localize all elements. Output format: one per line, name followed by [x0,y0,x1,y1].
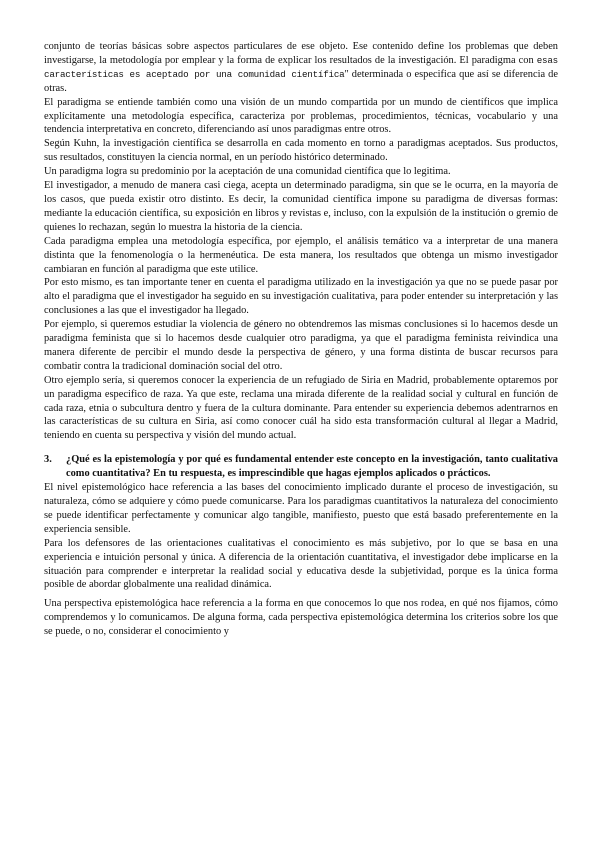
question-number: 3. [44,454,52,466]
paragraph: Por ejemplo, si queremos estudiar la violencia de género no obtendremos las mismas conclusiones si lo hacemos desde un paradigma feminista que si lo hacemos desde cualquier otro paradigma, ya que el paradigma feminista reivindica una manera diferente de percibir el mundo desde la perspectiva de género, y una forma distinta de buscar recursos para combatir contra la tradicional dominación social del otro. [44,319,558,372]
paragraph: Por esto mismo, es tan importante tener en cuenta el paradigma utilizado en la investigación ya que no se puede pasar por alto el paradigma que el investigador ha seguido en su investigación cualitativa, para poder entender su interpretación y las conclusiones a las que el investigador ha llegado. [44,277,558,317]
paragraph: El nivel epistemológico hace referencia a las bases del conocimiento implicado durante el proceso de investigación, su naturaleza, cómo se adquiere y cómo puede comunicarse. Para los paradigmas cuantitativos la naturaleza del conocimiento se puede identificar perfectamente y comunicar algo tangible, manifiesto, puesto que está basado preferentemente en la experiencia sensible. [44,482,558,535]
paragraph: Cada paradigma emplea una metodología específica, por ejemplo, el análisis temático va a interpretar de una manera distinta que la fenomenología o la hermenéutica. De esta manera, los resultados que obtenga un mismo investigador cambiaran en función al paradigma que este utilice. [44,235,558,275]
paragraph: Otro ejemplo sería, si queremos conocer la experiencia de un refugiado de Siria en Madrid, probablemente optaremos por un paradigma especifico de raza. Ya que este, reclama una mirada diferente de la realidad social y cultural en función de cada raza, etnia o subcultura dentro y fuera de la cultura dominante. Para entender su experiencia debemos adentrarnos en las características de su cultura en Siria, así como conocer cuál ha sido esta transformación cultural al llegar a Madrid, teniendo en cuenta su perspectiva y visión del mundo actual. [44,374,558,442]
paragraph-paradigm-definition [44,40,558,96]
paragraph-text: conjunto de teorías básicas sobre aspectos particulares de ese objeto. Ese contenido define los problemas que deben investigarse, la metodología por emplear y la forma de explicar los resultados de la investigación. El paradigma con [44,41,558,66]
paragraph: El investigador, a menudo de manera casi ciega, acepta un determinado paradigma, sin que se le ocurra, en la mayoría de los casos, que pueda existir otro distinto. Es decir, la comunidad científica impone su paradigma de diversas formas: mediante la educación científica, su exposición en libros y revistas e, incluso, con la expulsión de la institución o gremio de quienes lo rechazan, según lo muestra la historia de la ciencia. [44,180,558,233]
paragraph: Un paradigma logra su predominio por la aceptación de una comunidad científica que lo legitima. [44,166,451,178]
question-text: ¿Qué es la epistemología y por qué es fundamental entender este concepto en la investigación, tanto cualitativa como cuantitativa? En tu respuesta, es imprescindible que hagas ejemplos aplicados o prácticos. [66,454,558,480]
quoted-text: esas características es aceptado por una comunidad científica [44,54,558,80]
document-page [44,40,558,639]
paragraph-text: " determinada o especifica que así se diferencia de otras. [44,68,558,94]
paragraph: Según Kuhn, la investigación científica se desarrolla en cada momento en torno a paradigmas aceptados. Sus productos, sus resultados, constituyen la ciencia normal, en un período histórico determinado. [44,138,558,164]
paragraph: Una perspectiva epistemológica hace referencia a la forma en que conocemos lo que nos rodea, en qué nos fijamos, cómo comprendemos y lo comunicamos. De alguna forma, cada perspectiva epistemológica determina los criterios sobre los que se puede, o no, considerar el conocimiento y [44,598,558,638]
paragraph: Para los defensores de las orientaciones cualitativas el conocimiento es más subjetivo, por lo que se basa en una experiencia e intuición personal y única. A diferencia de la orientación cuantitativa, el investigador debe implicarse en la situación para comprender e interpretar la realidad social y educativa desde la subjetividad, porque es la única forma posible de abordar globalmente una realidad dinámica. [44,537,558,591]
paragraph: El paradigma se entiende también como una visión de un mundo compartida por un mundo de científicos que implica explícitamente una metodología específica, caracteriza por problemas, procedimientos, técnicas, vocabulario y una tendencia interpretativa en concreto, diferenciando así unos paradigmas entre otros. [44,96,558,136]
question-heading [44,453,558,481]
